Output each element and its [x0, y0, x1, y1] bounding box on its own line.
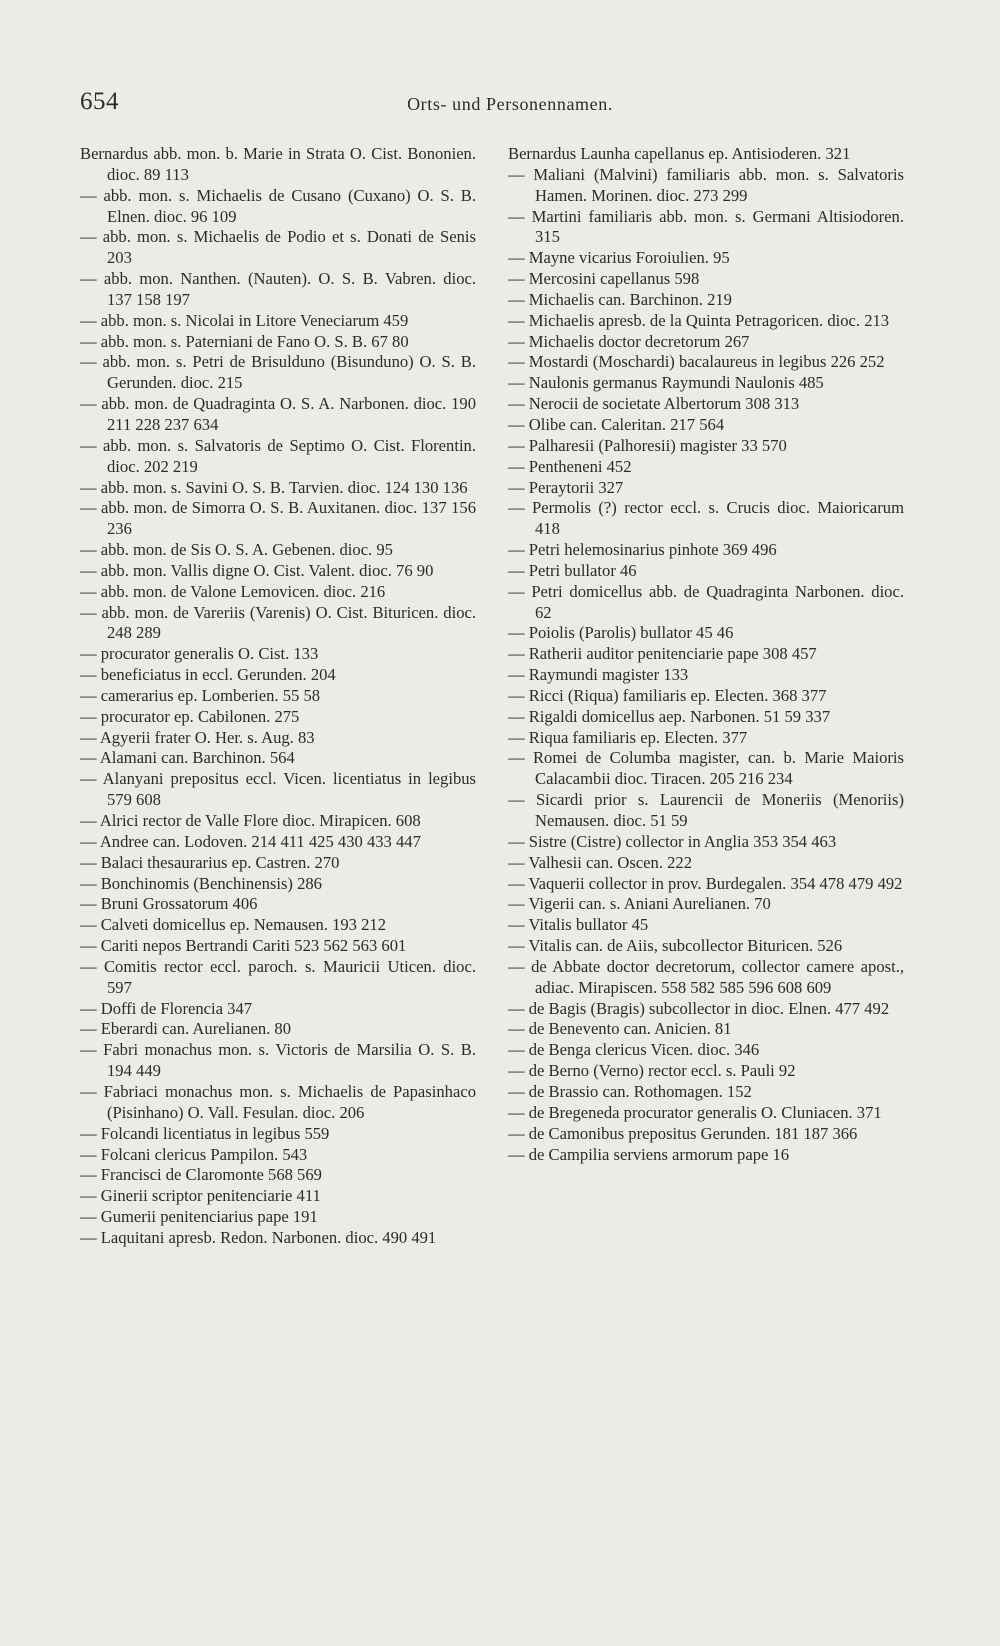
index-entry: — abb. mon. s. Nicolai in Litore Veneciarum 459	[80, 310, 409, 330]
index-entry: — Francisci de Claromonte 568 569	[80, 1165, 322, 1185]
index-entry: — abb. mon. de Sis O. S. A. Gebenen. dioc. 95	[80, 540, 393, 560]
index-entry: — Vaquerii collector in prov. Burdegalen. 354 478 479 492	[508, 873, 903, 893]
index-entry: — abb. mon. s. Paterniani de Fano O. S. B. 67 80	[80, 331, 409, 351]
index-entry: — abb. mon. s. Savini O. S. B. Tarvien. dioc. 124 130 136	[80, 477, 468, 497]
index-entry: — Nerocii de societate Albertorum 308 313	[508, 394, 800, 414]
index-entry: — Sicardi prior s. Laurencii de Moneriis (Menoriis) Nemausen. dioc. 51 59	[508, 790, 904, 830]
index-entry: — Michaelis doctor decretorum 267	[508, 331, 750, 351]
index-entry: — abb. mon. s. Salvatoris de Septimo O. Cist. Florentin. dioc. 202 219	[80, 435, 476, 476]
index-entry: — Riqua familiaris ep. Electen. 377	[508, 727, 748, 747]
index-entry: — Doffi de Florencia 347	[80, 998, 253, 1018]
index-entry: — Sistre (Cistre) collector in Anglia 353 354 463	[508, 831, 837, 851]
index-entry: — abb. mon. Vallis digne O. Cist. Valent. dioc. 76 90	[80, 560, 434, 580]
index-entry: — Fabriaci monachus mon. s. Michaelis de Papasinhaco (Pisinhano) O. Vall. Fesulan. dioc. 206	[80, 1081, 476, 1122]
index-entry: — Poiolis (Parolis) bullator 45 46	[508, 623, 734, 643]
index-entry: — Alanyani prepositus eccl. Vicen. licentiatus in legibus 579 608	[80, 769, 476, 810]
index-entry: — Eberardi can. Aurelianen. 80	[80, 1019, 292, 1039]
index-entry: — Ginerii scriptor penitenciarie 411	[80, 1186, 321, 1206]
index-entry: — Petri domicellus abb. de Quadraginta Narbonen. dioc. 62	[508, 581, 904, 622]
index-entry: — Bonchinomis (Benchinensis) 286	[80, 873, 322, 893]
index-entry: — de Benga clericus Vicen. dioc. 346	[508, 1040, 760, 1060]
index-entry: — Agyerii frater O. Her. s. Aug. 83	[80, 727, 315, 747]
index-entry: — procurator generalis O. Cist. 133	[80, 644, 319, 664]
index-entry: — de Bagis (Bragis) subcollector in dioc. Elnen. 477 492	[508, 998, 890, 1018]
index-entry: — Peraytorii 327	[508, 477, 624, 497]
index-entry: — Palharesii (Palhoresii) magister 33 570	[508, 435, 787, 455]
index-entry: — Maliani (Malvini) familiaris abb. mon. s. Salvatoris Hamen. Morinen. dioc. 273 299	[508, 164, 904, 205]
index-entry: — Petri helemosinarius pinhote 369 496	[508, 540, 777, 560]
index-entry: — Vitalis bullator 45	[508, 915, 649, 935]
index-entry: — Balaci thesaurarius ep. Castren. 270	[80, 852, 340, 872]
index-entry: — Vitalis can. de Aiis, subcollector Bituricen. 526	[508, 936, 843, 956]
page-header	[80, 88, 940, 128]
index-entry: — Folcandi licentiatus in legibus 559	[80, 1123, 330, 1143]
index-entry: — Mostardi (Moschardi) bacalaureus in legibus 226 252	[508, 352, 885, 372]
index-entry: — de Abbate doctor decretorum, collector camere apost., adiac. Mirapiscen. 558 582 585 596 608 609	[508, 956, 904, 997]
index-entry: — Permolis (?) rector eccl. s. Crucis dioc. Maioricarum 418	[508, 498, 904, 539]
index-entry: — abb. mon. s. Petri de Brisulduno (Bisunduno) O. S. B. Gerunden. dioc. 215	[80, 352, 476, 393]
index-entry: — Ricci (Riqua) familiaris ep. Electen. 368 377	[508, 685, 827, 705]
index-entry: — Andree can. Lodoven. 214 411 425 430 433 447	[80, 831, 421, 851]
index-entry: — Mercosini capellanus 598	[508, 269, 700, 289]
index-entry: — Ratherii auditor penitenciarie pape 308 457	[508, 644, 817, 664]
index-entry: — Michaelis apresb. de la Quinta Petragoricen. dioc. 213	[508, 310, 890, 330]
index-entry: — Rigaldi domicellus aep. Narbonen. 51 59 337	[508, 706, 831, 726]
index-entry: — de Berno (Verno) rector eccl. s. Pauli 92	[508, 1061, 796, 1081]
index-entry: — beneficiatus in eccl. Gerunden. 204	[80, 665, 336, 685]
index-entry: — Bruni Grossatorum 406	[80, 894, 258, 914]
right-column	[508, 144, 904, 1165]
index-entry: — Comitis rector eccl. paroch. s. Mauricii Uticen. dioc. 597	[80, 956, 476, 997]
index-entry: — Raymundi magister 133	[508, 665, 689, 685]
index-entry: — de Bregeneda procurator generalis O. Cluniacen. 371	[508, 1102, 882, 1122]
page-number: 654	[80, 88, 119, 115]
index-entry: — abb. mon. de Valone Lemovicen. dioc. 216	[80, 581, 386, 601]
index-entry: — Folcani clericus Pampilon. 543	[80, 1144, 308, 1164]
index-entry: — Martini familiaris abb. mon. s. Germani Altisiodoren. 315	[508, 206, 904, 247]
index-entry: — Olibe can. Caleritan. 217 564	[508, 414, 725, 434]
index-entry: — camerarius ep. Lomberien. 55 58	[80, 685, 321, 705]
running-head: Orts- und Personennamen.	[407, 94, 613, 114]
index-entry: — de Camonibus prepositus Gerunden. 181 187 366	[508, 1123, 858, 1143]
index-entry: — Pentheneni 452	[508, 456, 632, 476]
index-entry: — abb. mon. Nanthen. (Nauten). O. S. B. Vabren. dioc. 137 158 197	[80, 269, 476, 309]
index-entry: — de Benevento can. Anicien. 81	[508, 1019, 732, 1039]
index-entry: — abb. mon. de Simorra O. S. B. Auxitanen. dioc. 137 156 236	[80, 498, 476, 539]
index-entry: — procurator ep. Cabilonen. 275	[80, 706, 300, 726]
index-entry: — Naulonis germanus Raymundi Naulonis 485	[508, 373, 824, 393]
index-entry: — abb. mon. de Vareriis (Varenis) O. Cist. Bituricen. dioc. 248 289	[80, 602, 476, 643]
index-entry: Bernardus Launha capellanus ep. Antisioderen. 321	[508, 144, 851, 163]
index-entry: — abb. mon. s. Michaelis de Podio et s. Donati de Senis 203	[80, 227, 476, 268]
index-entry: — Alrici rector de Valle Flore dioc. Mirapicen. 608	[80, 811, 421, 830]
index-entry: — Alamani can. Barchinon. 564	[80, 748, 295, 768]
index-entry: — Michaelis can. Barchinon. 219	[508, 289, 732, 309]
index-entry: — de Brassio can. Rothomagen. 152	[508, 1081, 752, 1101]
index-entry: — Gumerii penitenciarius pape 191	[80, 1207, 318, 1227]
index-entry: — Mayne vicarius Foroiulien. 95	[508, 248, 730, 268]
index-entry: — Calveti domicellus ep. Nemausen. 193 212	[80, 915, 387, 935]
left-column	[80, 144, 476, 1249]
index-entry: — Cariti nepos Bertrandi Cariti 523 562 563 601	[80, 936, 407, 956]
index-entry: — de Campilia serviens armorum pape 16	[508, 1144, 790, 1164]
index-entry: — Fabri monachus mon. s. Victoris de Marsilia O. S. B. 194 449	[80, 1040, 476, 1081]
index-entry: — abb. mon. s. Michaelis de Cusano (Cuxano) O. S. B. Elnen. dioc. 96 109	[80, 185, 476, 226]
index-entry: — Romei de Columba magister, can. b. Marie Maioris Calacambii dioc. Tiracen. 205 216 234	[508, 748, 904, 789]
index-entry: Bernardus abb. mon. b. Marie in Strata O. Cist. Bononien. dioc. 89 113	[80, 144, 476, 184]
index-entry: — Petri bullator 46	[508, 560, 637, 580]
index-entry: — Valhesii can. Oscen. 222	[508, 852, 693, 872]
index-entry: — Vigerii can. s. Aniani Aurelianen. 70	[508, 894, 771, 914]
index-entry: — abb. mon. de Quadraginta O. S. A. Narbonen. dioc. 190 211 228 237 634	[80, 394, 476, 434]
index-entry: — Laquitani apresb. Redon. Narbonen. dioc. 490 491	[80, 1227, 437, 1247]
